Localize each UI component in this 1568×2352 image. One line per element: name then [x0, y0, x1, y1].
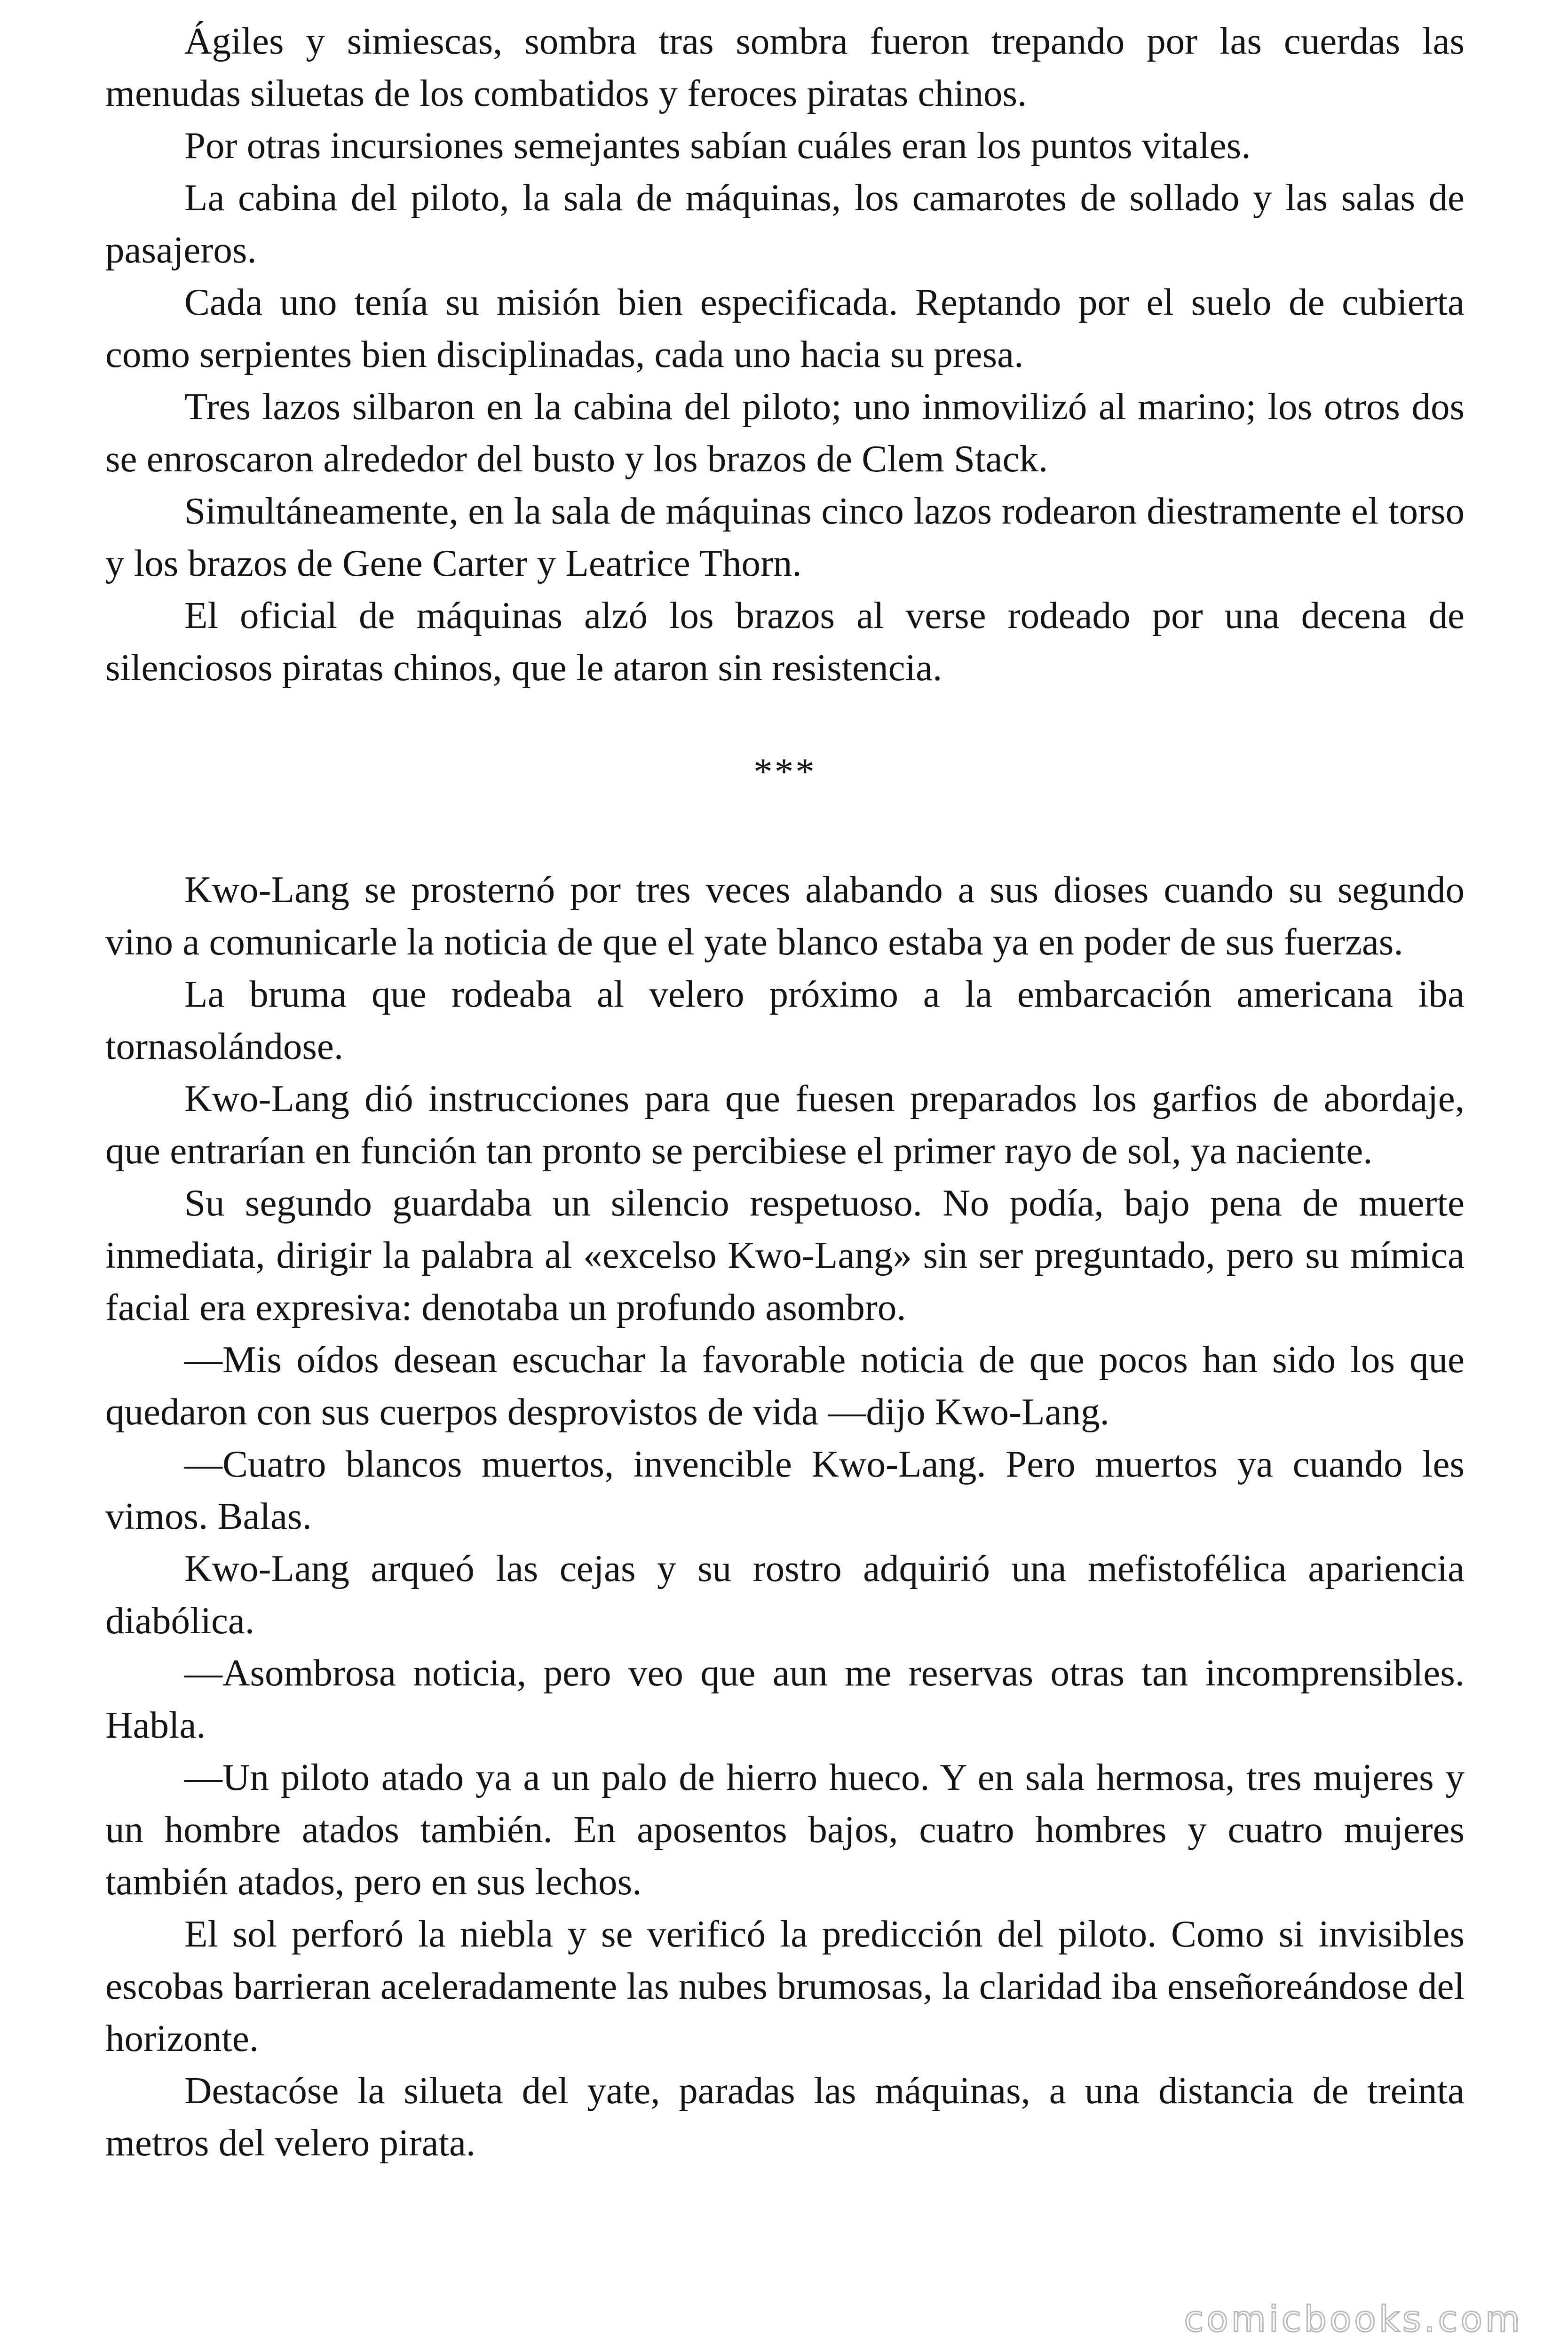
paragraph: La bruma que rodeaba al velero próximo a la embarcación americana iba tornasolándose. [105, 973, 1465, 1067]
paragraph: Destacóse la silueta del yate, paradas las máquinas, a una distancia de treinta metros del velero pirata. [105, 2069, 1465, 2164]
section-separator: *** [753, 750, 816, 793]
paragraph: El sol perforó la niebla y se verificó la predicción del piloto. Como si invisibles escobas barrieran aceleradamente las nubes brumosas, la claridad iba enseñoreándose del horizonte. [105, 1913, 1465, 2059]
paragraph: Por otras incursiones semejantes sabían cuáles eran los puntos vitales. [184, 124, 1251, 167]
paragraph: —Asombrosa noticia, pero veo que aun me reservas otras tan incomprensibles. Habla. [105, 1652, 1465, 1746]
paragraph: Tres lazos silbaron en la cabina del piloto; uno inmovilizó al marino; los otros dos se enroscaron alrededor del busto y los brazos de Clem Stack. [105, 385, 1465, 480]
paragraph: El oficial de máquinas alzó los brazos al verse rodeado por una decena de silenciosos piratas chinos, que le ataron sin resistencia. [105, 594, 1465, 689]
paragraph: Kwo-Lang se prosternó por tres veces alabando a sus dioses cuando su segundo vino a comunicarle la noticia de que el yate blanco estaba ya en poder de sus fuerzas. [105, 868, 1465, 963]
paragraph: Ágiles y simiescas, sombra tras sombra fueron trepando por las cuerdas las menudas siluetas de los combatidos y feroces piratas chinos. [105, 20, 1465, 114]
paragraph: —Mis oídos desean escuchar la favorable noticia de que pocos han sido los que quedaron con sus cuerpos desprovistos de vida —dijo Kwo-Lang. [105, 1338, 1465, 1433]
paragraph: —Un piloto atado ya a un palo de hierro hueco. Y en sala hermosa, tres mujeres y un hombre atados también. En aposentos bajos, cuatro hombres y cuatro mujeres también atados, pero en sus lechos. [105, 1756, 1465, 1903]
paragraph: Cada uno tenía su misión bien especificada. Reptando por el suelo de cubierta como serpientes bien disciplinadas, cada uno hacia su presa. [105, 281, 1465, 375]
paragraph: Simultáneamente, en la sala de máquinas cinco lazos rodearon diestramente el torso y los brazos de Gene Carter y Leatrice Thorn. [105, 490, 1465, 584]
paragraph: Kwo-Lang dió instrucciones para que fuesen preparados los garfios de abordaje, que entrarían en función tan pronto se percibiese el primer rayo de sol, ya naciente. [105, 1077, 1465, 1172]
body-text [105, 15, 1465, 2169]
paragraph: La cabina del piloto, la sala de máquinas, los camarotes de sollado y las salas de pasajeros. [105, 176, 1465, 271]
paragraph: —Cuatro blancos muertos, invencible Kwo-Lang. Pero muertos ya cuando les vimos. Balas. [105, 1443, 1465, 1537]
paragraph: Su segundo guardaba un silencio respetuoso. No podía, bajo pena de muerte inmediata, dirigir la palabra al «excelso Kwo-Lang» sin ser preguntado, pero su mímica facial era expresiva: denotaba un profundo asombro. [105, 1182, 1465, 1328]
paragraph: Kwo-Lang arqueó las cejas y su rostro adquirió una mefistofélica apariencia diabólica. [105, 1547, 1465, 1642]
watermark: comicbooks.com [1184, 2298, 1523, 2340]
